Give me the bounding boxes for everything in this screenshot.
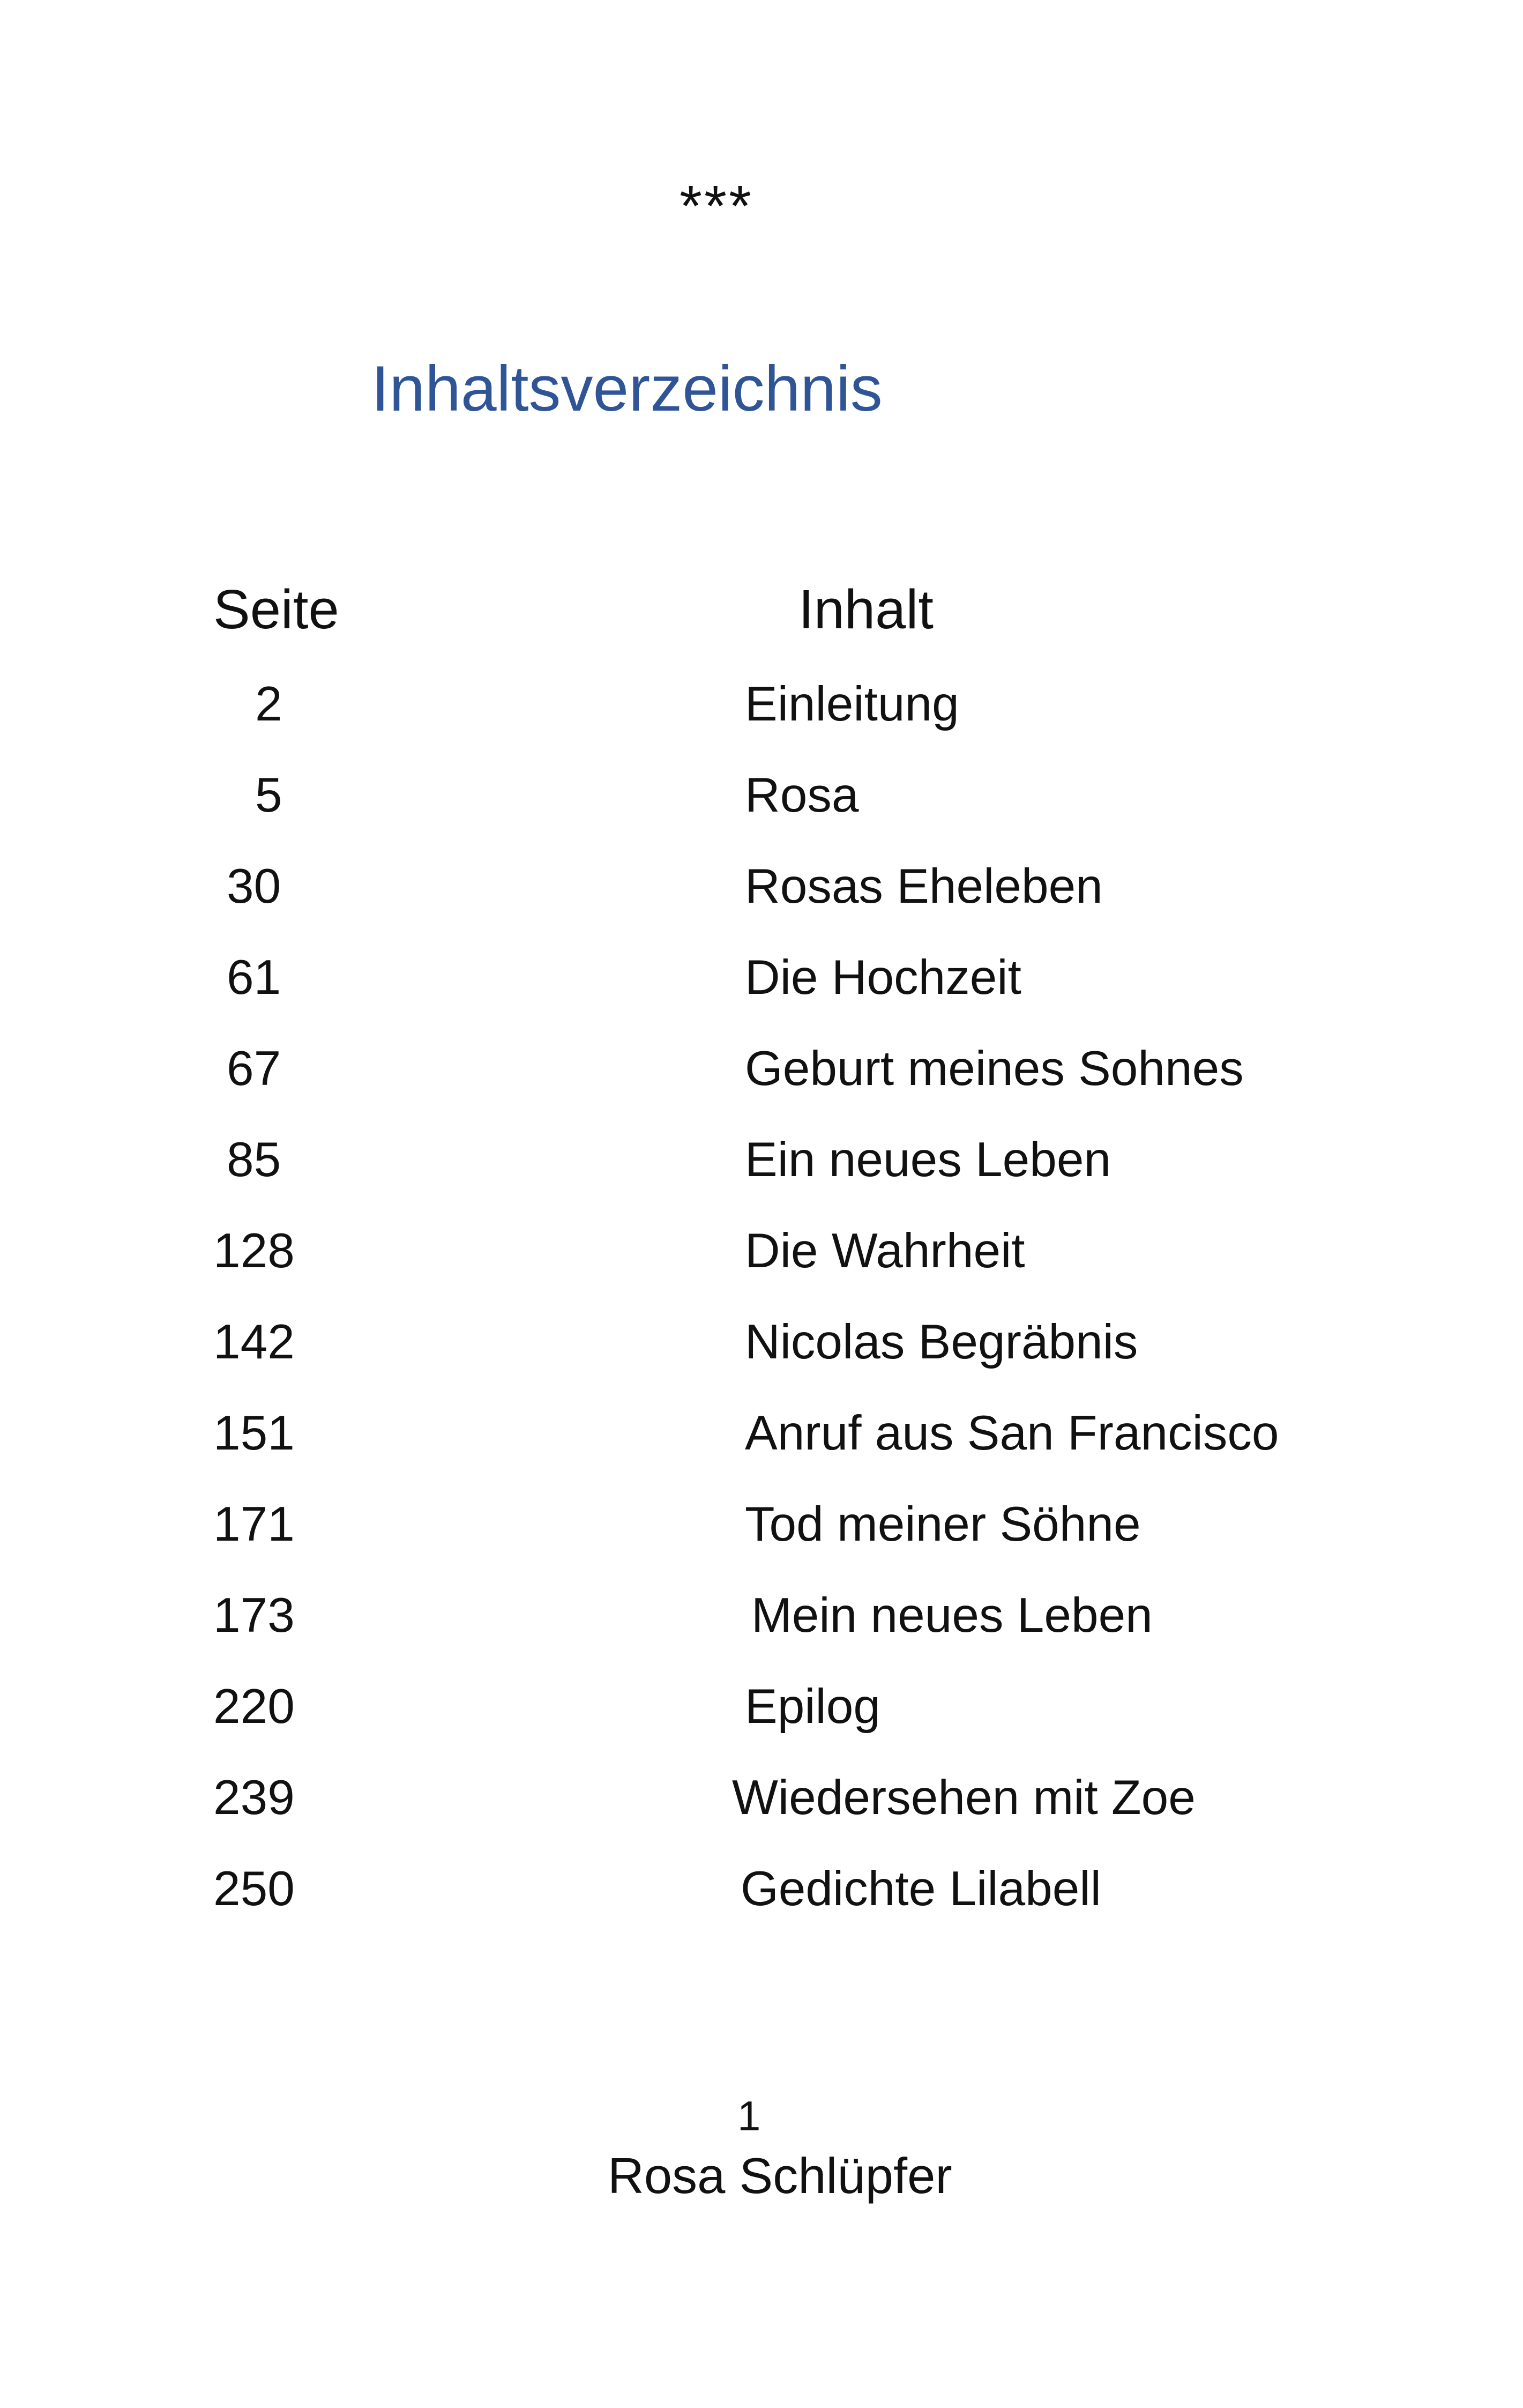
toc-entry-title: Rosa bbox=[745, 768, 859, 822]
toc-row bbox=[0, 1588, 1523, 1655]
toc-entry-title: Gedichte Lilabell bbox=[741, 1862, 1101, 1916]
toc-entry-title: Epilog bbox=[745, 1679, 880, 1734]
toc-row bbox=[0, 1135, 1523, 1200]
toc-page-number: 250 bbox=[213, 1862, 295, 1916]
page-title: Inhaltsverzeichnis bbox=[371, 353, 883, 425]
page-column-header: Seite bbox=[213, 578, 339, 640]
toc-row bbox=[0, 950, 1523, 1017]
toc-page-number: 239 bbox=[213, 1771, 295, 1825]
toc-row bbox=[0, 1044, 1523, 1109]
toc-page-number: 85 bbox=[227, 1133, 281, 1187]
toc-row bbox=[0, 1406, 1523, 1473]
toc-entry-title: Wiedersehen mit Zoe bbox=[732, 1771, 1196, 1825]
toc-page-number: 142 bbox=[213, 1315, 295, 1369]
toc-page-number: 2 bbox=[255, 677, 282, 731]
footer-page-number: 1 bbox=[737, 2092, 761, 2139]
toc-row bbox=[0, 1224, 1523, 1291]
footer-author: Rosa Schlüpfer bbox=[608, 2147, 952, 2204]
toc-entry-title: Tod meiner Söhne bbox=[745, 1497, 1141, 1551]
toc-row bbox=[0, 859, 1523, 926]
content-column-header: Inhalt bbox=[798, 578, 934, 640]
toc-page-number: 30 bbox=[227, 859, 281, 913]
toc-entry-title: Nicolas Begräbnis bbox=[745, 1315, 1138, 1369]
toc-page-number: 151 bbox=[213, 1406, 295, 1460]
toc-row bbox=[0, 1315, 1523, 1382]
toc-row bbox=[0, 677, 1523, 744]
toc-entry-title: Die Hochzeit bbox=[745, 950, 1021, 1005]
toc-entry-title: Mein neues Leben bbox=[751, 1588, 1153, 1643]
toc-entry-title: Geburt meines Sohnes bbox=[745, 1042, 1244, 1096]
toc-page-number: 128 bbox=[213, 1224, 295, 1278]
toc-entry-title: Rosas Eheleben bbox=[745, 859, 1103, 913]
toc-entry-title: Einleitung bbox=[745, 677, 959, 731]
toc-page-number: 61 bbox=[227, 950, 281, 1005]
toc-row bbox=[0, 768, 1523, 835]
toc-row bbox=[0, 1497, 1523, 1564]
toc-entry-title: Ein neues Leben bbox=[745, 1133, 1111, 1187]
toc-row bbox=[0, 1679, 1523, 1746]
toc-page-number: 171 bbox=[213, 1497, 295, 1551]
toc-page-number: 5 bbox=[255, 768, 282, 822]
toc-page-number: 67 bbox=[227, 1042, 281, 1096]
toc-entry-title: Anruf aus San Francisco bbox=[745, 1406, 1279, 1460]
toc-entry-title: Die Wahrheit bbox=[745, 1224, 1025, 1278]
toc-row bbox=[0, 1773, 1523, 1838]
toc-row bbox=[0, 1864, 1523, 1929]
toc-page-number: 220 bbox=[213, 1679, 295, 1734]
toc-page-number: 173 bbox=[213, 1588, 295, 1643]
section-ornament: *** bbox=[680, 173, 754, 238]
